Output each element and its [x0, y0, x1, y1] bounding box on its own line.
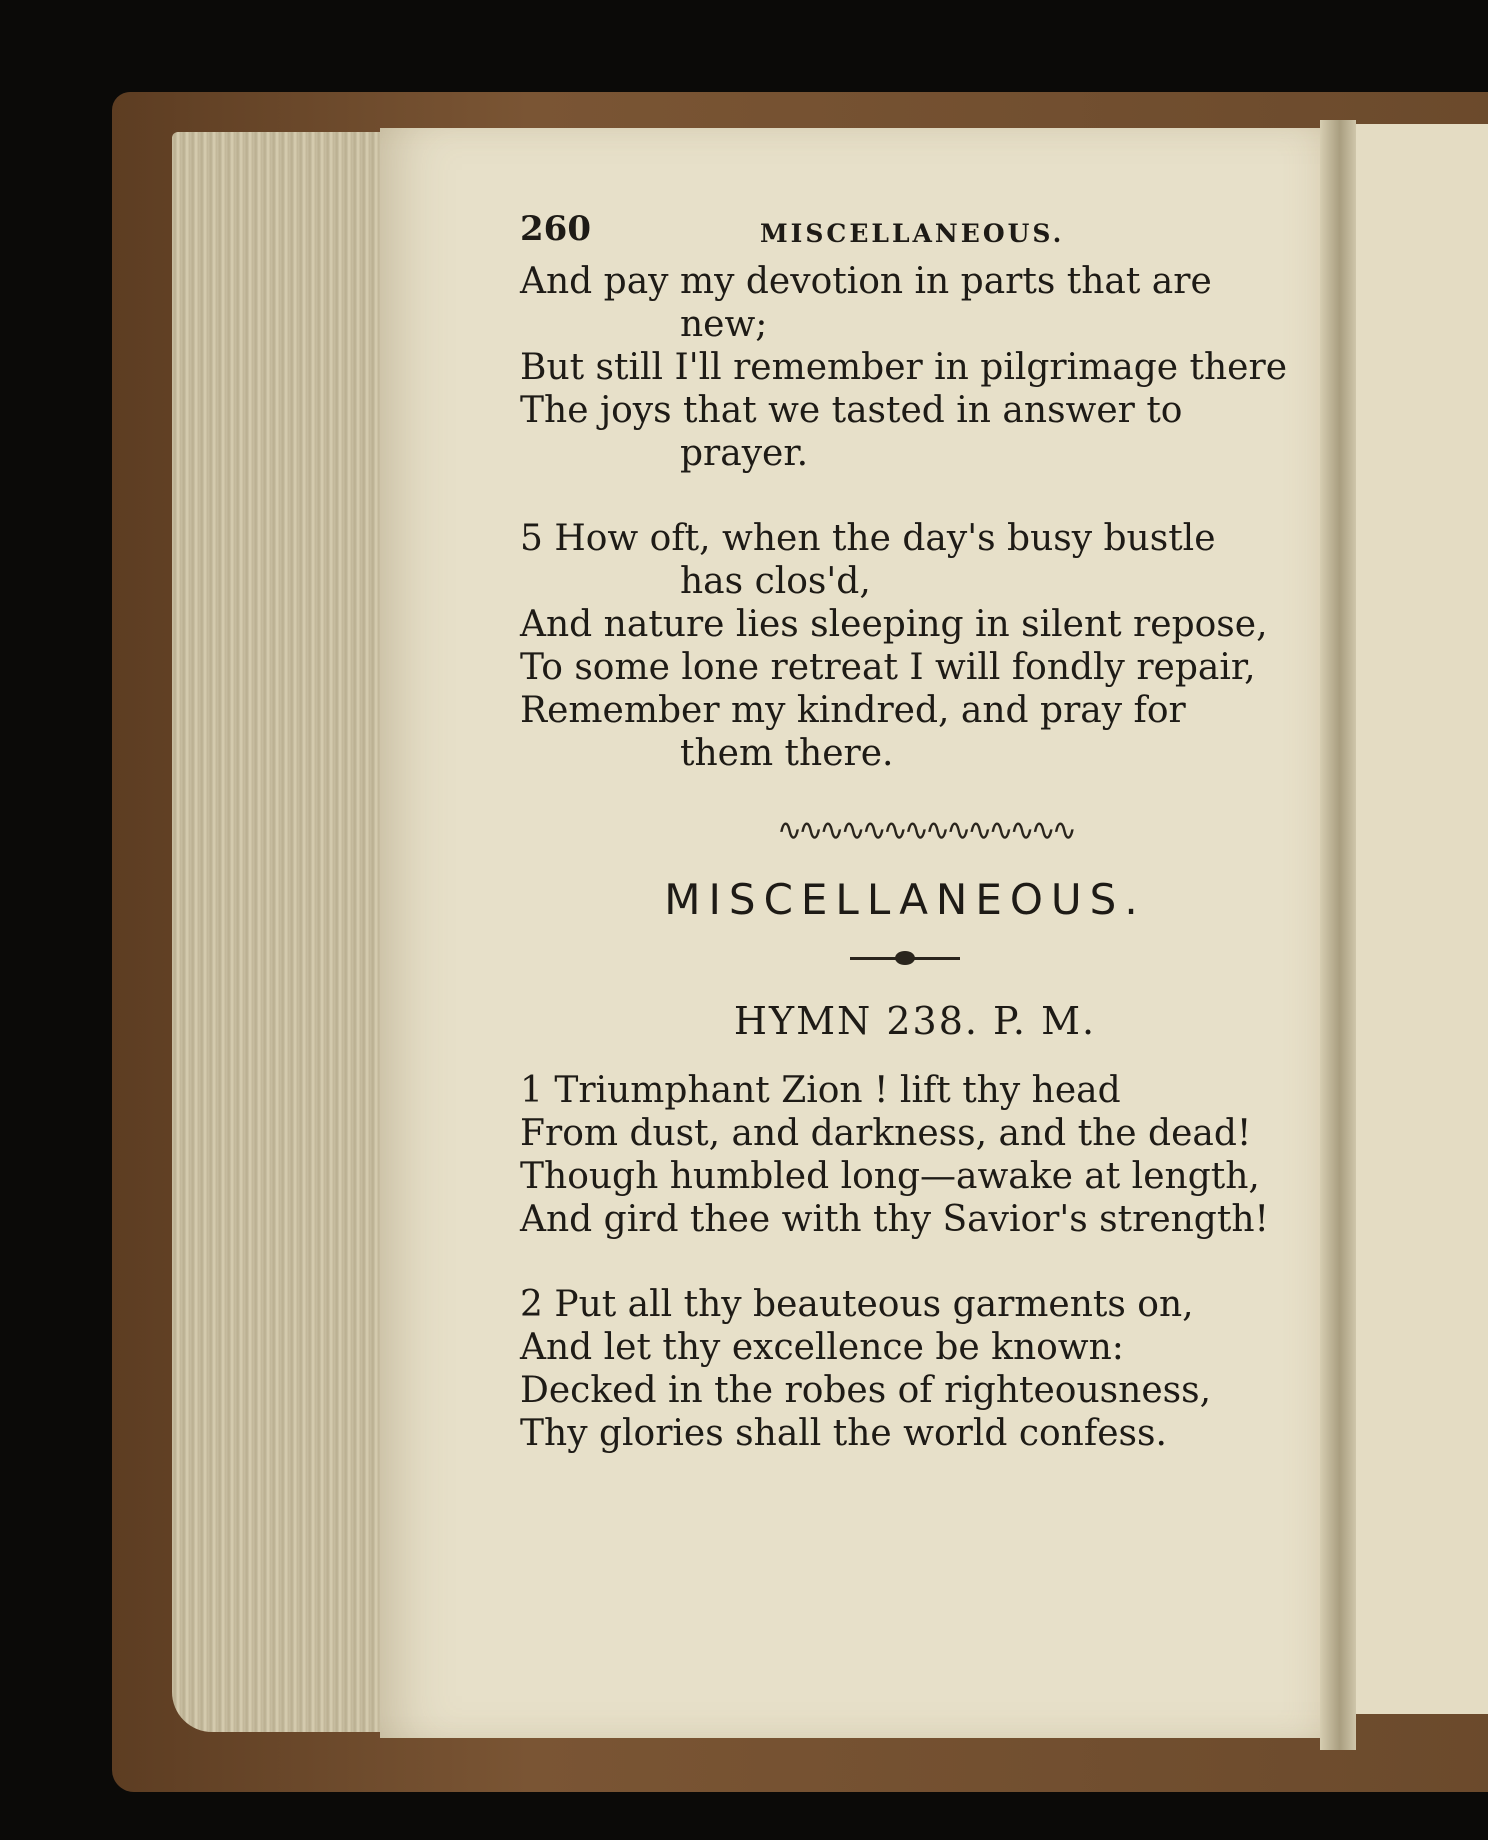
verse-line: new; — [680, 304, 768, 345]
page-text — [520, 200, 1290, 1455]
verse-line: From dust, and darkness, and the dead! — [520, 1113, 1252, 1154]
verse-line: Thy glories shall the world confess. — [520, 1413, 1167, 1454]
hymn-stanza-2 — [520, 1283, 1290, 1455]
hymn-heading: HYMN 238. P. M. — [733, 999, 1097, 1043]
verse-line: The joys that we tasted in answer to — [520, 390, 1183, 431]
running-title: MISCELLANEOUS. — [760, 219, 1065, 248]
section-title: MISCELLANEOUS. — [664, 875, 1146, 924]
verse-line: And gird thee with thy Savior's strength! — [520, 1199, 1269, 1240]
verse-line: them there. — [680, 733, 894, 774]
verse-line: prayer. — [680, 433, 809, 474]
verse-line: 1 Triumphant Zion ! lift thy head — [520, 1070, 1121, 1111]
verse-line: 5 How oft, when the day's busy bustle — [520, 518, 1216, 559]
stanza-gap — [520, 475, 1290, 517]
book-gutter — [1320, 120, 1356, 1750]
verse-line: Remember my kindred, and pray for — [520, 690, 1186, 731]
verse-line: And let thy excellence be known: — [520, 1327, 1124, 1368]
verse-line: But still I'll remember in pilgrimage there — [520, 347, 1288, 388]
verse-line: To some lone retreat I will fondly repair, — [520, 647, 1256, 688]
right-page — [1356, 124, 1488, 1714]
stanza-5 — [520, 517, 1290, 775]
running-head — [520, 200, 1290, 260]
verse-line: And pay my devotion in parts that are — [520, 261, 1212, 302]
verse-line: Though humbled long—awake at length, — [520, 1156, 1260, 1197]
page-number: 260 — [520, 209, 591, 249]
verse-line: has clos'd, — [680, 561, 871, 602]
verse-line: 2 Put all thy beauteous garments on, — [520, 1284, 1194, 1325]
verse-line: Decked in the robes of righteousness, — [520, 1370, 1212, 1411]
stanza-gap — [520, 1241, 1290, 1283]
ornamental-divider — [850, 957, 960, 960]
hymn-stanza-1 — [520, 1069, 1290, 1241]
wavy-ornament: ∿∿∿∿∿∿∿∿∿∿∿∿∿∿ — [777, 813, 1073, 848]
verse-line: And nature lies sleeping in silent repose, — [520, 604, 1268, 645]
continued-stanza — [520, 260, 1290, 475]
